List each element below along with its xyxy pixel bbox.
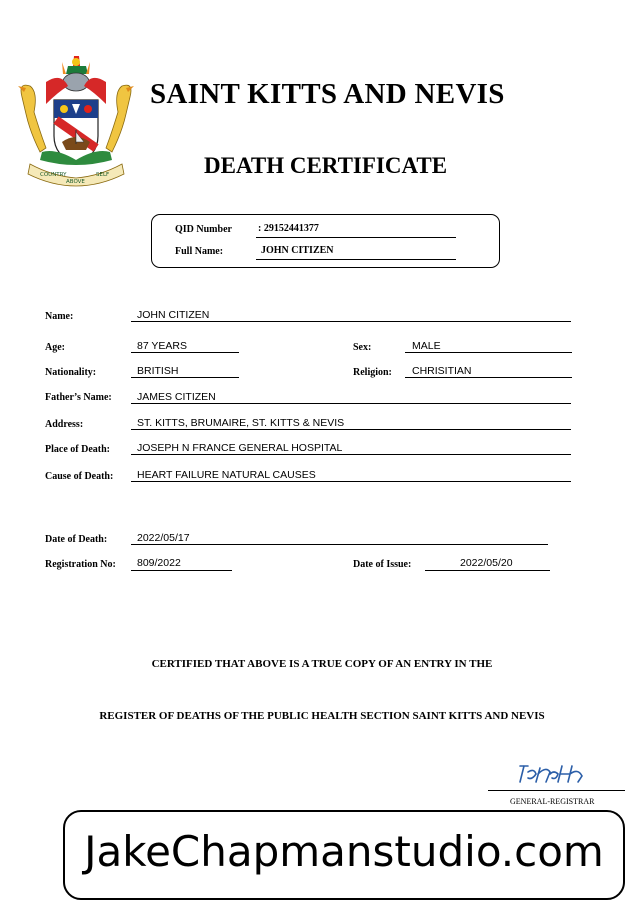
- signature-icon: [512, 758, 592, 788]
- place-of-death-label: Place of Death:: [45, 444, 110, 455]
- sex-label: Sex:: [353, 342, 372, 353]
- qid-underline: [256, 237, 456, 238]
- name-label: Name:: [45, 311, 74, 322]
- motto-word: SELF: [96, 172, 110, 178]
- document-title: DEATH CERTIFICATE: [204, 153, 448, 178]
- registrar-label: GENERAL-REGISTRAR: [510, 797, 595, 806]
- age-underline: [131, 352, 239, 353]
- place-of-death-underline: [131, 454, 571, 455]
- cause-of-death-underline: [131, 481, 571, 482]
- qid-value: : 29152441377: [258, 223, 319, 234]
- date-of-issue-label: Date of Issue:: [353, 559, 412, 570]
- address-underline: [131, 429, 571, 430]
- qid-label: QID Number: [175, 224, 232, 235]
- coat-of-arms-icon: [16, 52, 136, 187]
- nationality-underline: [131, 377, 239, 378]
- address-label: Address:: [45, 419, 84, 430]
- cause-of-death-label: Cause of Death:: [45, 471, 114, 482]
- registration-value: 809/2022: [137, 557, 181, 569]
- certification-line-1: CERTIFIED THAT ABOVE IS A TRUE COPY OF AN ENTRY IN THE: [151, 658, 493, 670]
- father-label: Father’s Name:: [45, 392, 112, 403]
- name-value: JOHN CITIZEN: [137, 309, 210, 321]
- date-of-issue-underline: [425, 570, 550, 571]
- registration-underline: [131, 570, 232, 571]
- watermark-text: JakeChapmanstudio.com: [84, 827, 604, 876]
- full-name-value: JOHN CITIZEN: [261, 245, 334, 256]
- motto-word: ABOVE: [66, 179, 85, 185]
- father-underline: [131, 403, 571, 404]
- signature-line: [488, 790, 625, 791]
- father-value: JAMES CITIZEN: [137, 391, 216, 403]
- religion-label: Religion:: [353, 367, 392, 378]
- nationality-label: Nationality:: [45, 367, 97, 378]
- sex-value: MALE: [412, 340, 441, 352]
- religion-underline: [405, 377, 572, 378]
- cause-of-death-value: HEART FAILURE NATURAL CAUSES: [137, 469, 316, 481]
- registration-label: Registration No:: [45, 559, 116, 570]
- date-of-death-underline: [131, 544, 548, 545]
- religion-value: CHRISITIAN: [412, 365, 472, 377]
- sex-underline: [405, 352, 572, 353]
- full-name-label: Full Name:: [175, 246, 224, 257]
- country-title: SAINT KITTS AND NEVIS: [150, 78, 505, 110]
- date-of-death-value: 2022/05/17: [137, 532, 190, 544]
- full-name-underline: [256, 259, 456, 260]
- age-label: Age:: [45, 342, 65, 353]
- motto-word: COUNTRY: [40, 172, 67, 178]
- place-of-death-value: JOSEPH N FRANCE GENERAL HOSPITAL: [137, 442, 343, 454]
- certification-line-2: REGISTER OF DEATHS OF THE PUBLIC HEALTH SECTION SAINT KITTS AND NEVIS: [99, 710, 545, 722]
- age-value: 87 YEARS: [137, 340, 188, 352]
- name-underline: [131, 321, 571, 322]
- address-value: ST. KITTS, BRUMAIRE, ST. KITTS & NEVIS: [137, 417, 345, 429]
- date-of-death-label: Date of Death:: [45, 534, 108, 545]
- nationality-value: BRITISH: [137, 365, 179, 377]
- date-of-issue-value: 2022/05/20: [460, 557, 513, 569]
